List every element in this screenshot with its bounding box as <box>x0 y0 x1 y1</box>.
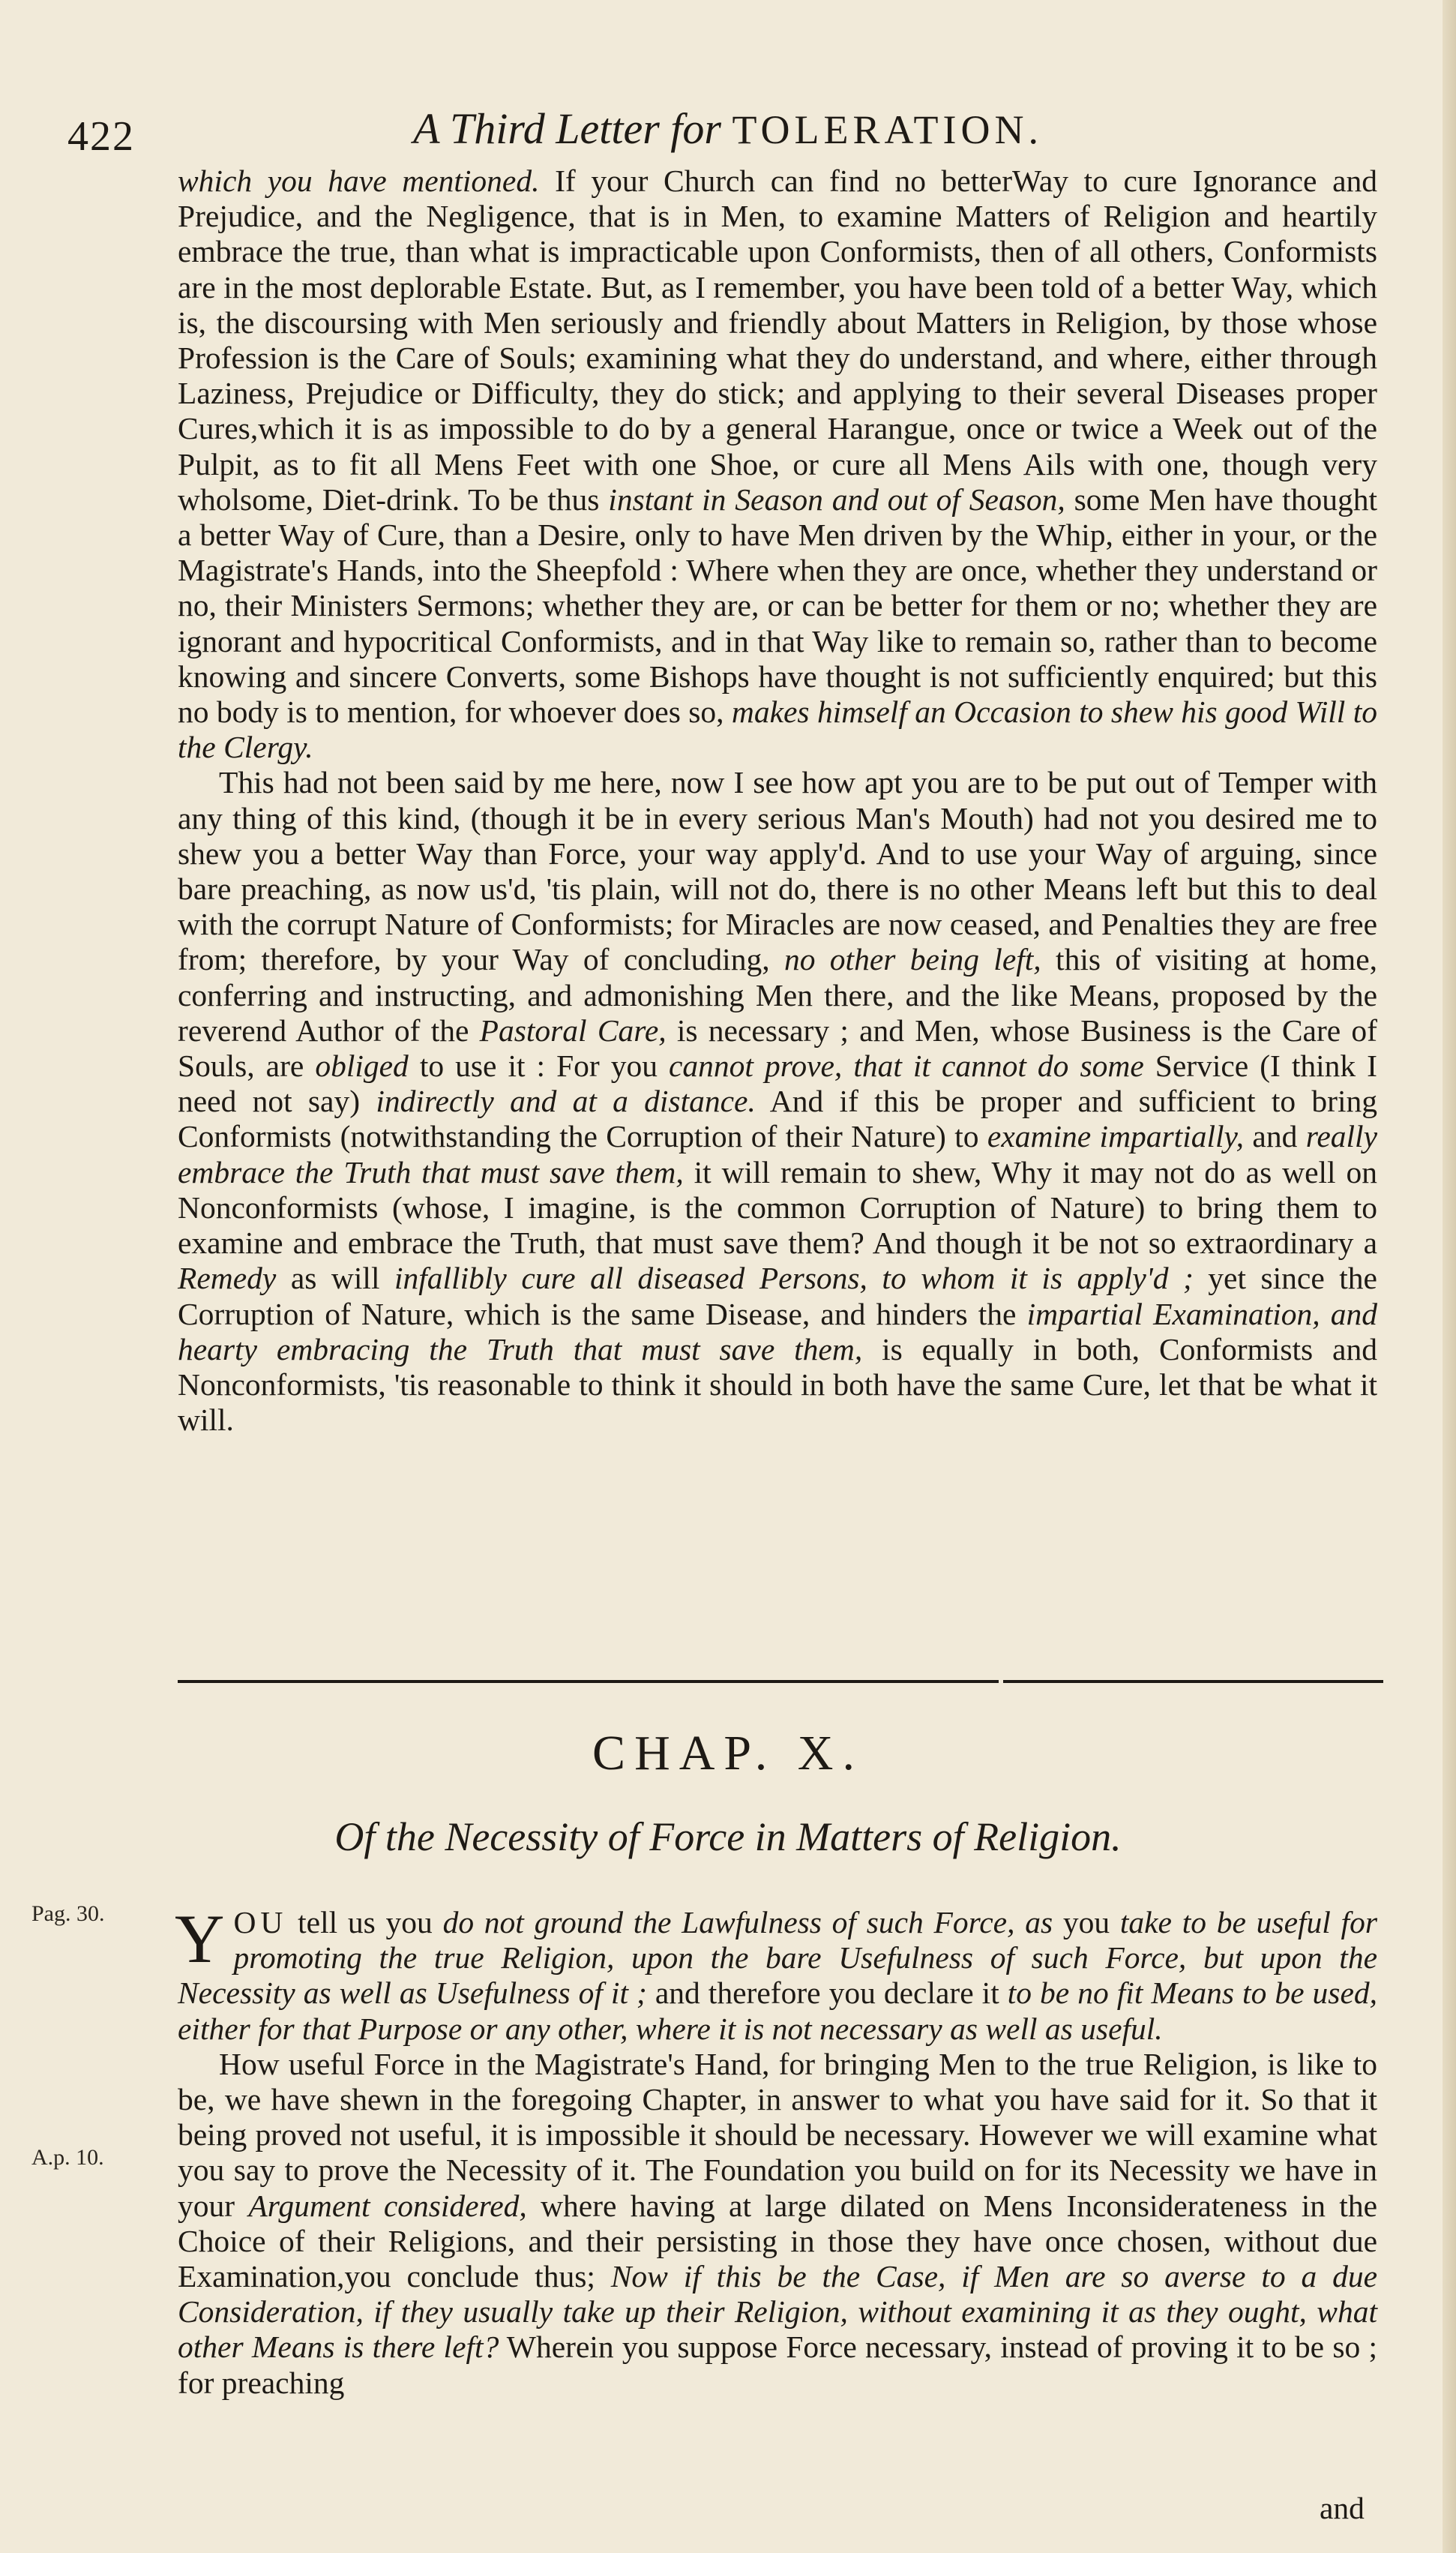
italic-run: to be no fit Means to be used, either for that Purpose or any other, where it is not necessary as well as useful. <box>178 1976 1377 2046</box>
text-run: you <box>1053 1905 1120 1940</box>
page-number: 422 <box>67 113 135 160</box>
margin-note-ap: A.p. 10. <box>31 2145 104 2170</box>
italic-run: take to be useful for promoting the true Religion, upon the bare Usefulness of such Force, but upon the Necessity as well as Usefulness of it ; <box>178 1905 1377 2011</box>
text-run: Wherein you suppose Force necessary, instead of proving it to be so ; for preaching <box>178 2330 1377 2400</box>
italic-run: do not ground the Lawfulness of such Force, as <box>442 1905 1053 1940</box>
running-head-caps: TOLERATION. <box>732 107 1043 152</box>
italic-run: Now if this be the Case, if Men are so averse to a due Consideration, if they usually take up their Religion, without examining it as they ought, what other Means is there left? <box>178 2259 1377 2365</box>
italic-run: no other being left, <box>783 942 1041 977</box>
italic-run: Argument considered, <box>248 2188 527 2223</box>
chapter-title: CHAP. X. <box>592 1726 864 1780</box>
text-run: How useful Force in the Magistrate's Hand, for bringing Men to the true Religion, is like to be, we have shewn in the foregoing Chapter, in answer to what you have said for it. So that it being proved not useful, it is impossible it should be necessary. However we will examine what you say to prove the Necessity of it. The Foundation you build on for its Necessity we have in your <box>178 2046 1377 2223</box>
running-head <box>0 104 1456 154</box>
text-run: and <box>1244 1119 1306 1154</box>
text-run: where having at large dilated on Mens Inconsiderateness in the Choice of their Religions, and their persisting in those they have once chosen, without due Examination,you conclude thus; <box>178 2188 1377 2294</box>
italic-run: examine impartially, <box>987 1119 1245 1154</box>
italic-run: which you have mentioned. <box>178 164 540 198</box>
text-run: and therefore you declare it <box>646 1976 1008 2011</box>
text-run: This had not been said by me here, now I see how apt you are to be put out of Temper with any thing of this kind, (though it be in every serious Man's Mouth) had not you desired me to shew you a better Way than Force, your way apply'd. And to use your Way of arguing, since bare preaching, as now us'd, 'tis plain, will not do, there is no other Means left but this to deal with the corrupt Nature of Conformists; for Miracles are now ceased, and Penalties they are free from; therefore, by your Way of concluding, <box>178 765 1377 977</box>
paragraph-2 <box>178 765 1377 1438</box>
italic-run: obliged <box>315 1048 409 1084</box>
paragraph-4 <box>178 2047 1377 2401</box>
text-run: to use it : For you <box>408 1048 670 1084</box>
italic-run: infallibly cure all diseased Persons, to whom it is apply'd ; <box>394 1261 1194 1296</box>
text-run: yet since the Corruption of Nature, which is the same Disease, and hinders the <box>178 1261 1377 1331</box>
running-head-italic: A Third Letter for <box>413 104 721 153</box>
catchword: and <box>1320 2491 1365 2525</box>
text-run: OU <box>233 1905 288 1940</box>
text-run: this of visiting at home, conferring and instructing, and admonishing Men there, and the like Means, proposed by the reverend Author of the <box>178 942 1378 1048</box>
section-divider <box>178 1680 1383 1683</box>
chapter-subtitle: Of the Necessity of Force in Matters of Religion. <box>334 1814 1122 1859</box>
italic-run: Remedy <box>178 1261 277 1296</box>
page-edge <box>1443 0 1456 2553</box>
italic-run: Pastoral Care, <box>479 1012 667 1048</box>
text-run: it will remain to shew, Why it may not do as well on Nonconformists (whose, I imagine, is the common Corruption of Nature) to bring them to examine and embrace the Truth, that must save them? And though it be not so extraordinary a <box>178 1154 1377 1261</box>
text-run: is necessary ; and Men, whose Business is the Care of Souls, are <box>178 1012 1377 1084</box>
text-run: If your Church can find no betterWay to cure Ignorance and Prejudice, and the Negligence, that is in Men, to examine Matters of Religion and heartily embrace the true, than what is impracticable upon Conformists, then of all others, Conformists are in the most deplorable Estate. But, as I remember, you have been told of a better Way, which is, the discoursing with Men seriously and friendly about Matters in Religion, by those whose Profession is the Care of Souls; examining what they do understand, and where, either through Laziness, Prejudice or Difficulty, they do stick; and applying to their several Diseases proper Cures,which it is as impossible to do by a general Harangue, once or twice a Week out of the Pulpit, as to fit all Mens Feet with one Shoe, or cure all Mens Ails with one, though very wholsome, Diet-drink. To be thus <box>178 164 1377 517</box>
italic-run: indirectly and at a distance. <box>376 1084 756 1119</box>
italic-run: impartial Examination, and hearty embracing the Truth that must save them, <box>178 1296 1377 1366</box>
text-run: Service (I think I need not say) <box>178 1048 1377 1119</box>
text-run: is equally in both, Conformists and Nonconformists, 'tis reasonable to think it should in both have the same Cure, let that be what it will. <box>178 1331 1377 1438</box>
margin-note-pag: Pag. 30. <box>31 1901 105 1926</box>
italic-run: instant in Season and out of Season, <box>608 482 1065 517</box>
text-run: as will <box>276 1261 394 1296</box>
section-two <box>175 1900 1377 2401</box>
section-one <box>178 164 1377 1438</box>
paragraph-1 <box>178 164 1377 765</box>
text-run: And if this be proper and sufficient to bring Conformists (notwithstanding the Corruption of their Nature) to <box>178 1084 1377 1154</box>
italic-run: really embrace the Truth that must save them, <box>178 1119 1377 1190</box>
italic-run: cannot prove, that it cannot do some <box>669 1048 1144 1084</box>
italic-run: makes himself an Occasion to shew his good Will to the Clergy. <box>178 694 1377 765</box>
drop-cap: Y <box>175 1900 225 1977</box>
text-run: some Men have thought a better Way of Cure, than a Desire, only to have Men driven by the Whip, either in your, or the Magistrate's Hands, into the Sheepfold : Where when they are once, whether they understand or no, their Ministers Sermons; whether they are, or can be better for them or no; whether they are ignorant and hypocritical Conformists, and in that Way like to remain so, rather than to become knowing and sincere Converts, some Bishops have thought is not sufficiently enquired; but this no body is to mention, for whoever does so, <box>178 482 1377 730</box>
text-run: tell us you <box>287 1905 443 1940</box>
paragraph-3 <box>175 1900 1377 2047</box>
